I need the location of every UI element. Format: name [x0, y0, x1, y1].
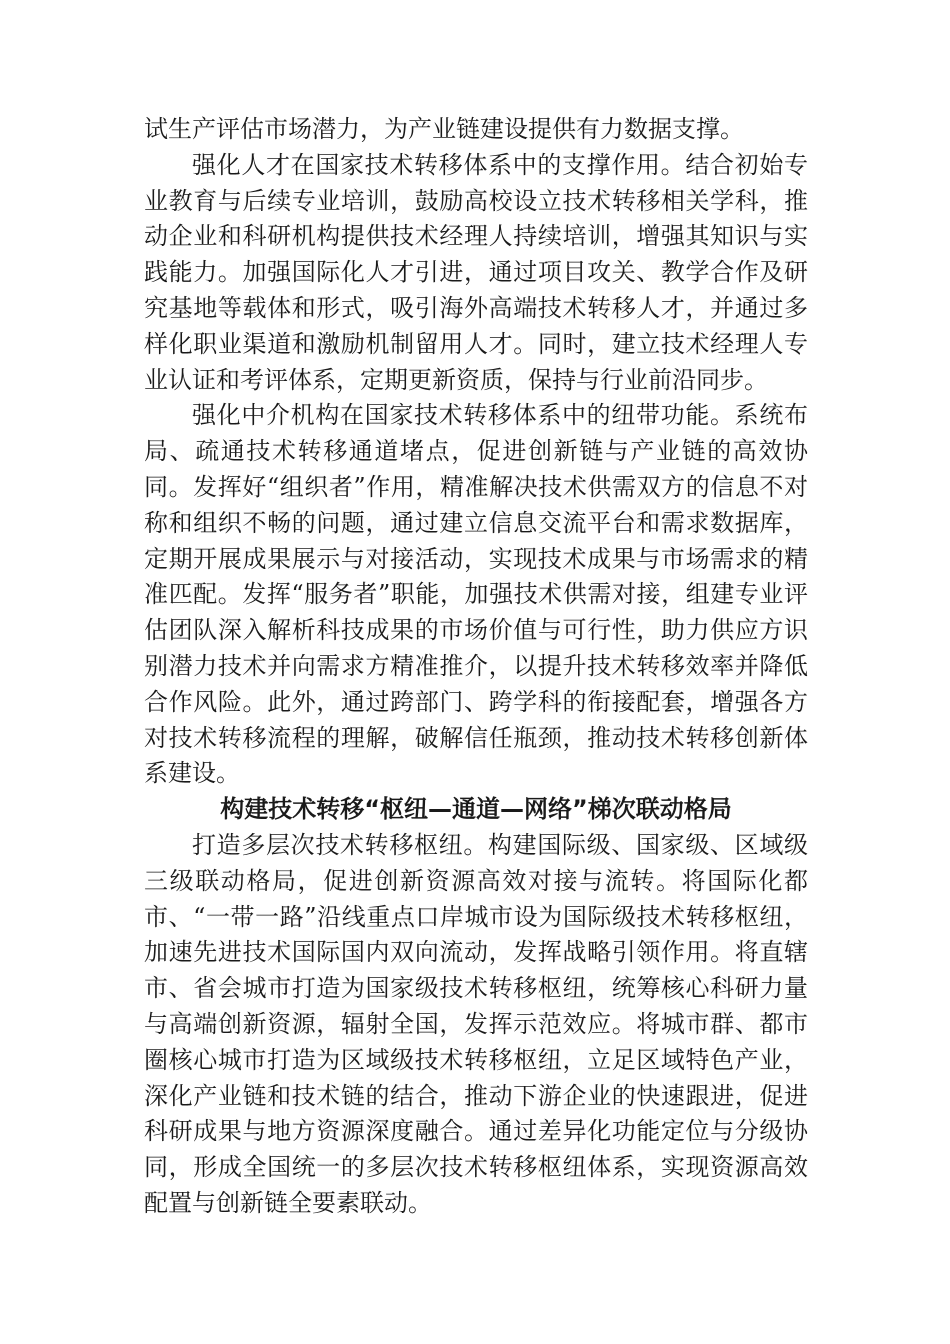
paragraph-hub: 打造多层次技术转移枢纽。构建国际级、国家级、区域级三级联动格局，促进创新资源高效对接与流转。将国际化都市、“一带一路”沿线重点口岸城市设为国际级技术转移枢纽，加速先进技术国际国内双向流动，发挥战略引领作用。将直辖市、省会城市打造为国家级技术转移枢纽，统筹核心科研力量与高端创新资源，辐射全国，发挥示范效应。将城市群、都市圈核心城市打造为区域级技术转移枢纽，立足区域特色产业，深化产业链和技术链的结合，推动下游企业的快速跟进，促进科研成果与地方资源深度融合。通过差异化功能定位与分级协同，形成全国统一的多层次技术转移枢纽体系，实现资源高效配置与创新链全要素联动。 [144, 830, 808, 1217]
document-body [144, 112, 808, 1222]
paragraph-talent: 强化人才在国家技术转移体系中的支撑作用。结合初始专业教育与后续专业培训，鼓励高校设立技术转移相关学科，推动企业和科研机构提供技术经理人持续培训，增强其知识与实践能力。加强国际化人才引进，通过项目攻关、教学合作及研究基地等载体和形式，吸引海外高端技术转移人才，并通过多样化职业渠道和激励机制留用人才。同时，建立技术经理人专业认证和考评体系，定期更新资质，保持与行业前沿同步。 [144, 150, 808, 394]
paragraph-intermediary: 强化中介机构在国家技术转移体系中的纽带功能。系统布局、疏通技术转移通道堵点，促进创新链与产业链的高效协同。发挥好“组织者”作用，精准解决技术供需双方的信息不对称和组织不畅的问题，通过建立信息交流平台和需求数据库，定期开展成果展示与对接活动，实现技术成果与市场需求的精准匹配。发挥“服务者”职能，加强技术供需对接，组建专业评估团队深入解析科技成果的市场价值与可行性，助力供应方识别潜力技术并向需求方精准推介，以提升技术转移效率并降低合作风险。此外，通过跨部门、跨学科的衔接配套，增强各方对技术转移流程的理解，破解信任瓶颈，推动技术转移创新体系建设。 [144, 401, 808, 788]
paragraph-continued: 试生产评估市场潜力，为产业链建设提供有力数据支撑。 [144, 115, 744, 143]
section-heading: 构建技术转移“枢纽—通道—网络”梯次联动格局 [220, 795, 732, 824]
